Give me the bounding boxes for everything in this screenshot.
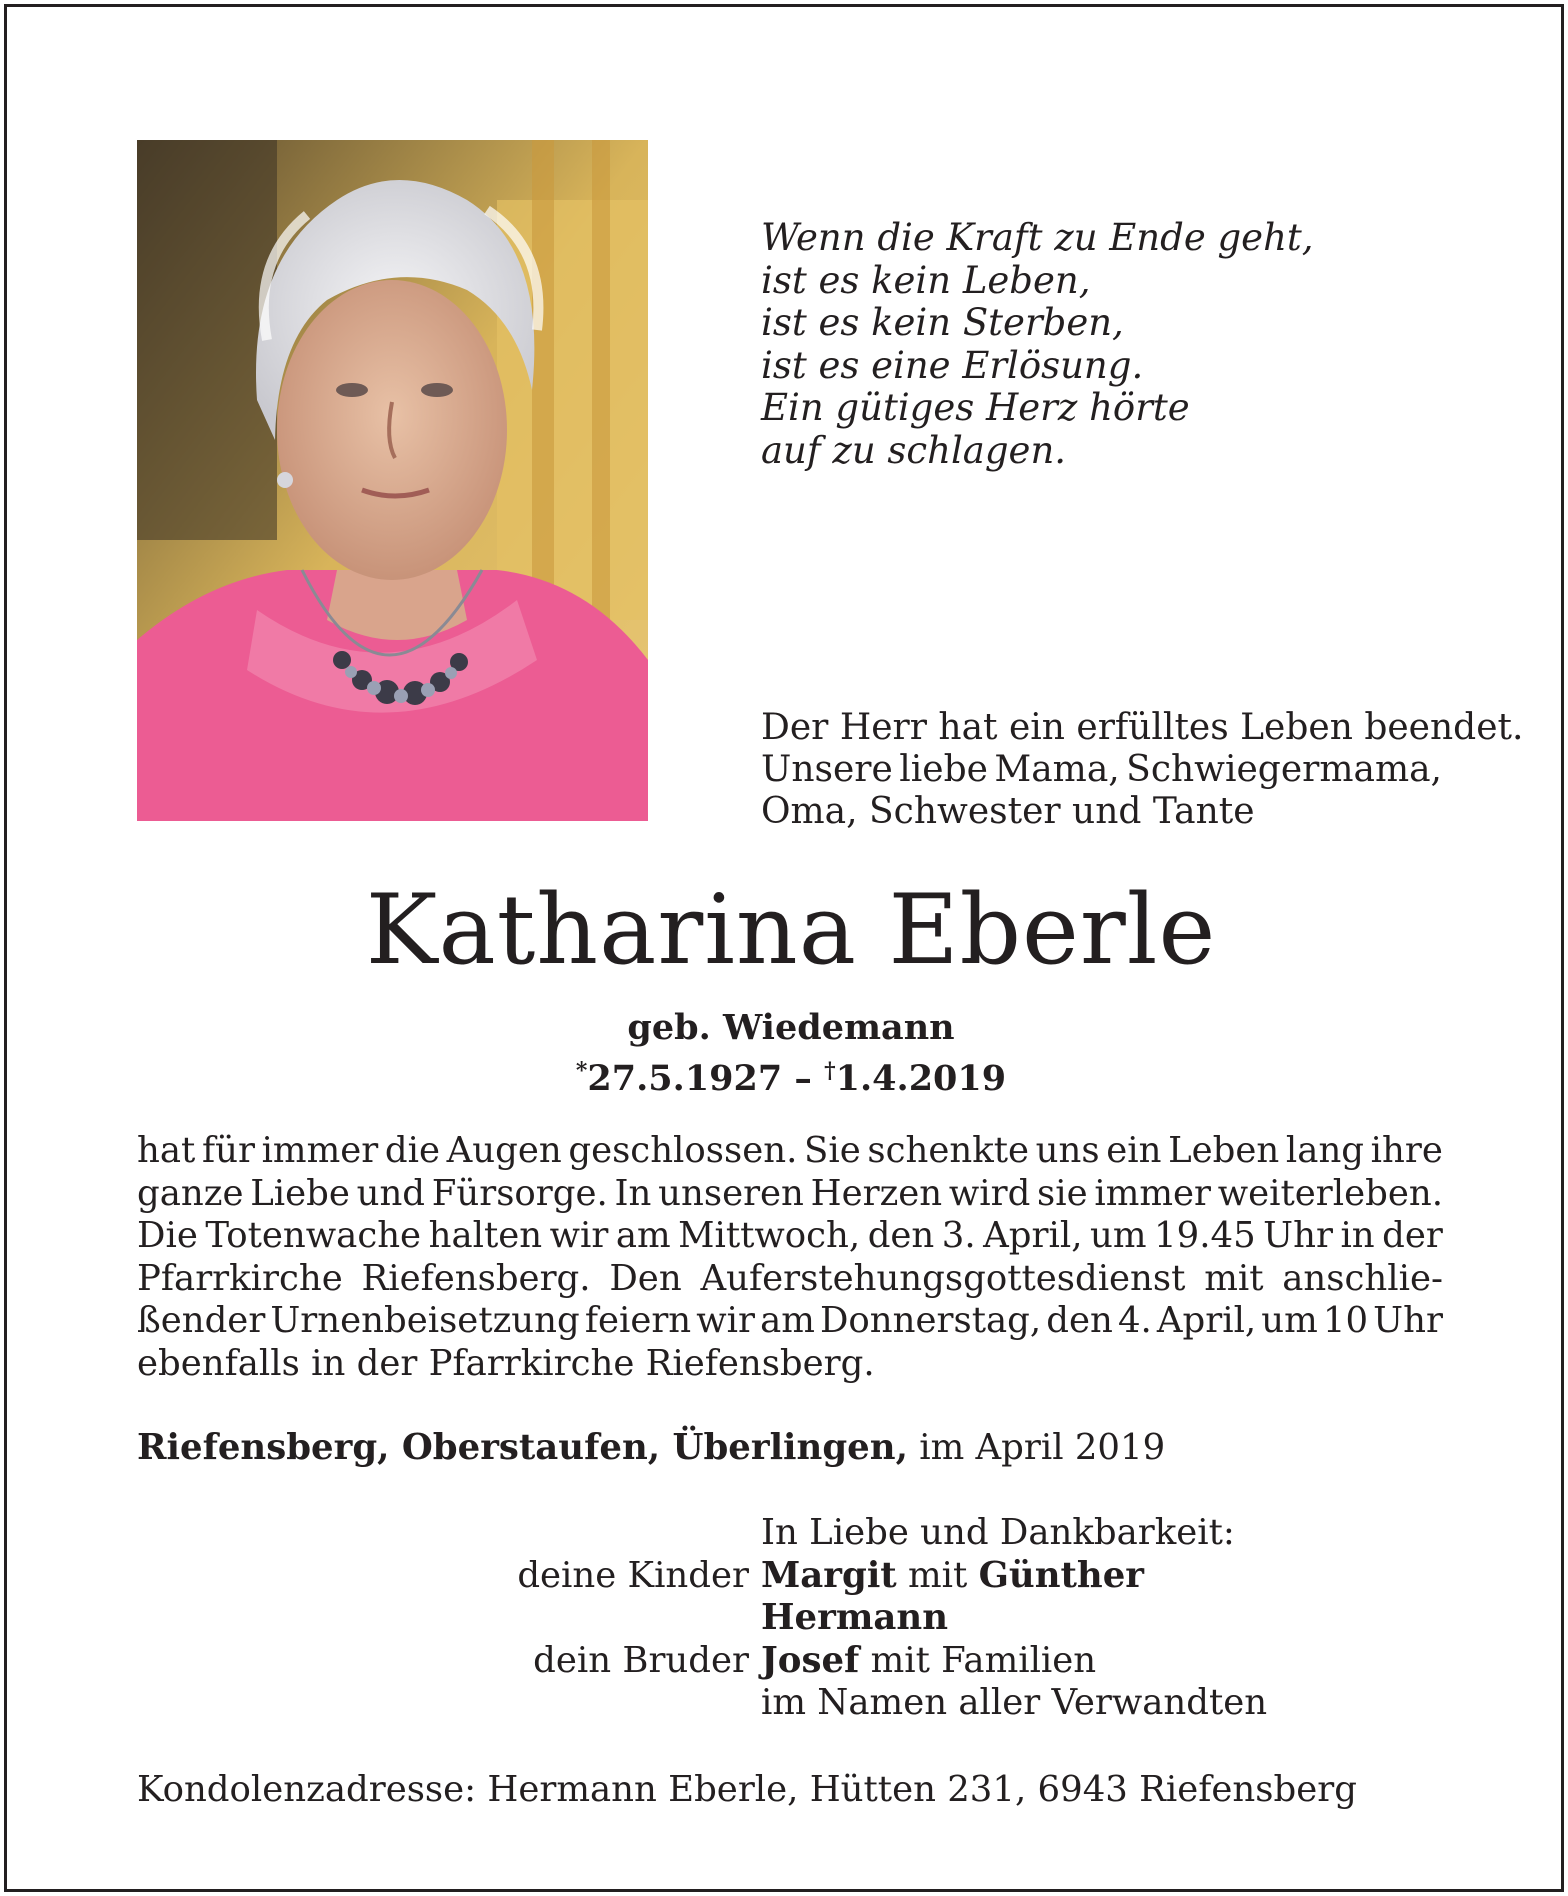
body-word: ganze <box>137 1172 244 1214</box>
body-word: Uhr <box>1373 1300 1443 1341</box>
deceased-name: Katharina Eberle <box>365 874 1217 986</box>
body-word: Pfarrkirche <box>137 1257 343 1299</box>
poem-line: ist es kein Sterben, <box>761 301 1124 344</box>
intro-text <box>761 707 1523 833</box>
sig-bruder-label: dein Bruder <box>533 1639 749 1681</box>
poem <box>761 217 1314 472</box>
body-word: mit <box>1204 1257 1264 1299</box>
body-word: den <box>867 1215 935 1256</box>
sig-kind-2-row <box>137 1597 1457 1640</box>
body-word: April, <box>983 1215 1083 1256</box>
body-word: Den <box>609 1257 682 1299</box>
portrait-image <box>137 140 648 821</box>
body-word: Herzen <box>810 1172 943 1214</box>
sig-mit: mit <box>896 1554 979 1596</box>
poem-line: Ein gütiges Herz hörte <box>761 386 1190 429</box>
body-word: am <box>760 1300 815 1341</box>
body-word: hat <box>137 1130 196 1171</box>
body-word: für <box>201 1130 255 1171</box>
place-line <box>137 1427 1165 1469</box>
body-word: weiterleben. <box>1217 1172 1443 1214</box>
intro-line-1: Der Herr hat ein erfülltes Leben beendet. <box>761 707 1524 748</box>
death-date: 1.4.2019 <box>835 1058 1007 1099</box>
sig-heading: In Liebe und Dankbarkeit: <box>761 1512 1235 1553</box>
intro-word: liebe <box>899 749 988 790</box>
body-word: Liebe <box>250 1172 350 1214</box>
sig-kind-1: Margit <box>761 1554 897 1596</box>
birth-date: 27.5.1927 <box>587 1058 783 1099</box>
body-word: sie <box>1037 1172 1088 1214</box>
death-cross-icon: † <box>824 1058 836 1084</box>
poem-line: auf zu schlagen. <box>761 428 1067 472</box>
body-word: wird <box>948 1172 1031 1214</box>
body-word: schenkte <box>867 1130 1029 1171</box>
body-word: in <box>1340 1215 1375 1256</box>
body-line <box>137 1130 1443 1173</box>
body-word: um <box>1261 1300 1318 1341</box>
body-word: am <box>615 1215 671 1256</box>
sig-partner-1: Günther <box>978 1554 1145 1596</box>
intro-word: Mama, <box>994 749 1120 790</box>
body-word: lang <box>1285 1130 1365 1171</box>
intro-word: Schwiegermama, <box>1126 749 1442 790</box>
body-word: und <box>356 1172 426 1214</box>
body-text <box>137 1130 1443 1385</box>
body-word: 4. <box>1117 1300 1152 1341</box>
body-word: Urnenbeisetzung <box>270 1300 580 1341</box>
body-word: April, <box>1156 1300 1257 1341</box>
body-word: Donnerstag, <box>819 1300 1042 1341</box>
sig-kind-2: Hermann <box>761 1597 949 1638</box>
portrait-photo <box>137 140 648 821</box>
sig-closing-row <box>137 1682 1457 1725</box>
body-word: In <box>614 1172 652 1214</box>
body-word: 10 <box>1322 1300 1369 1341</box>
body-word: ßender <box>137 1300 266 1341</box>
life-dates <box>7 1049 1568 1101</box>
body-word: die <box>384 1130 440 1171</box>
body-word: Totenwache <box>205 1215 422 1256</box>
body-word: Riefensberg. <box>361 1257 591 1299</box>
body-word: uns <box>1035 1130 1100 1171</box>
body-line <box>137 1215 1443 1258</box>
body-word: wir <box>549 1215 609 1256</box>
body-word: immer <box>1094 1172 1212 1214</box>
body-word: Augen <box>446 1130 562 1171</box>
sig-closing: im Namen aller Verwandten <box>761 1682 1268 1723</box>
sig-bruder-row <box>137 1640 1457 1683</box>
body-word: halten <box>428 1215 543 1256</box>
sig-kinder-label: deine Kinder <box>517 1554 749 1596</box>
body-last-line: ebenfalls in der Pfarrkirche Riefensberg. <box>137 1342 875 1384</box>
body-word: Sie <box>804 1130 861 1171</box>
body-word: Fürsorge. <box>431 1172 608 1214</box>
body-word: geschlossen. <box>568 1130 798 1171</box>
intro-line-3: Oma, Schwester und Tante <box>761 791 1255 832</box>
body-word: wir <box>696 1300 755 1341</box>
body-word: feiern <box>584 1300 692 1341</box>
sig-heading-row <box>137 1512 1457 1555</box>
poem-line: ist es kein Leben, <box>761 258 1091 302</box>
body-line <box>137 1173 1443 1216</box>
body-word: Die <box>137 1215 198 1256</box>
body-word: Mittwoch, <box>678 1215 861 1256</box>
body-line <box>137 1258 1443 1301</box>
sig-bruder: Josef <box>761 1639 860 1681</box>
body-word: ihre <box>1370 1130 1443 1171</box>
body-word: den <box>1046 1300 1113 1341</box>
poem-line: Wenn die Kraft zu Ende geht, <box>761 216 1314 259</box>
place-date: im April 2019 <box>907 1427 1166 1468</box>
kondolenz-address: Kondolenzadresse: Hermann Eberle, Hütten 231, 6943 Riefensberg <box>137 1769 1357 1810</box>
birth-name: geb. Wiedemann <box>627 1007 955 1048</box>
body-word: 19.45 <box>1154 1215 1256 1256</box>
sig-kinder-row <box>137 1555 1457 1598</box>
body-word: immer <box>261 1130 379 1171</box>
body-word: unseren <box>658 1172 804 1214</box>
body-line <box>137 1300 1443 1343</box>
signatures <box>137 1512 1457 1725</box>
body-word: Leben <box>1168 1130 1280 1171</box>
body-word: Uhr <box>1263 1215 1333 1256</box>
intro-word: Unsere <box>761 749 893 790</box>
date-separator: – <box>782 1058 825 1099</box>
body-word: 3. <box>941 1215 976 1256</box>
poem-line: ist es eine Erlösung. <box>761 343 1144 387</box>
obituary-frame <box>4 4 1564 1892</box>
sig-bruder-suffix: mit Familien <box>859 1639 1097 1681</box>
body-word: Auferstehungsgottesdienst <box>700 1257 1186 1299</box>
birth-star-icon: * <box>575 1058 588 1084</box>
body-word: um <box>1090 1215 1147 1256</box>
body-word: ein <box>1106 1130 1162 1171</box>
place-towns: Riefensberg, Oberstaufen, Überlingen, <box>137 1427 908 1468</box>
body-word: der <box>1382 1215 1443 1256</box>
body-word: anschlie- <box>1282 1257 1443 1299</box>
intro-line-2 <box>761 749 1442 791</box>
